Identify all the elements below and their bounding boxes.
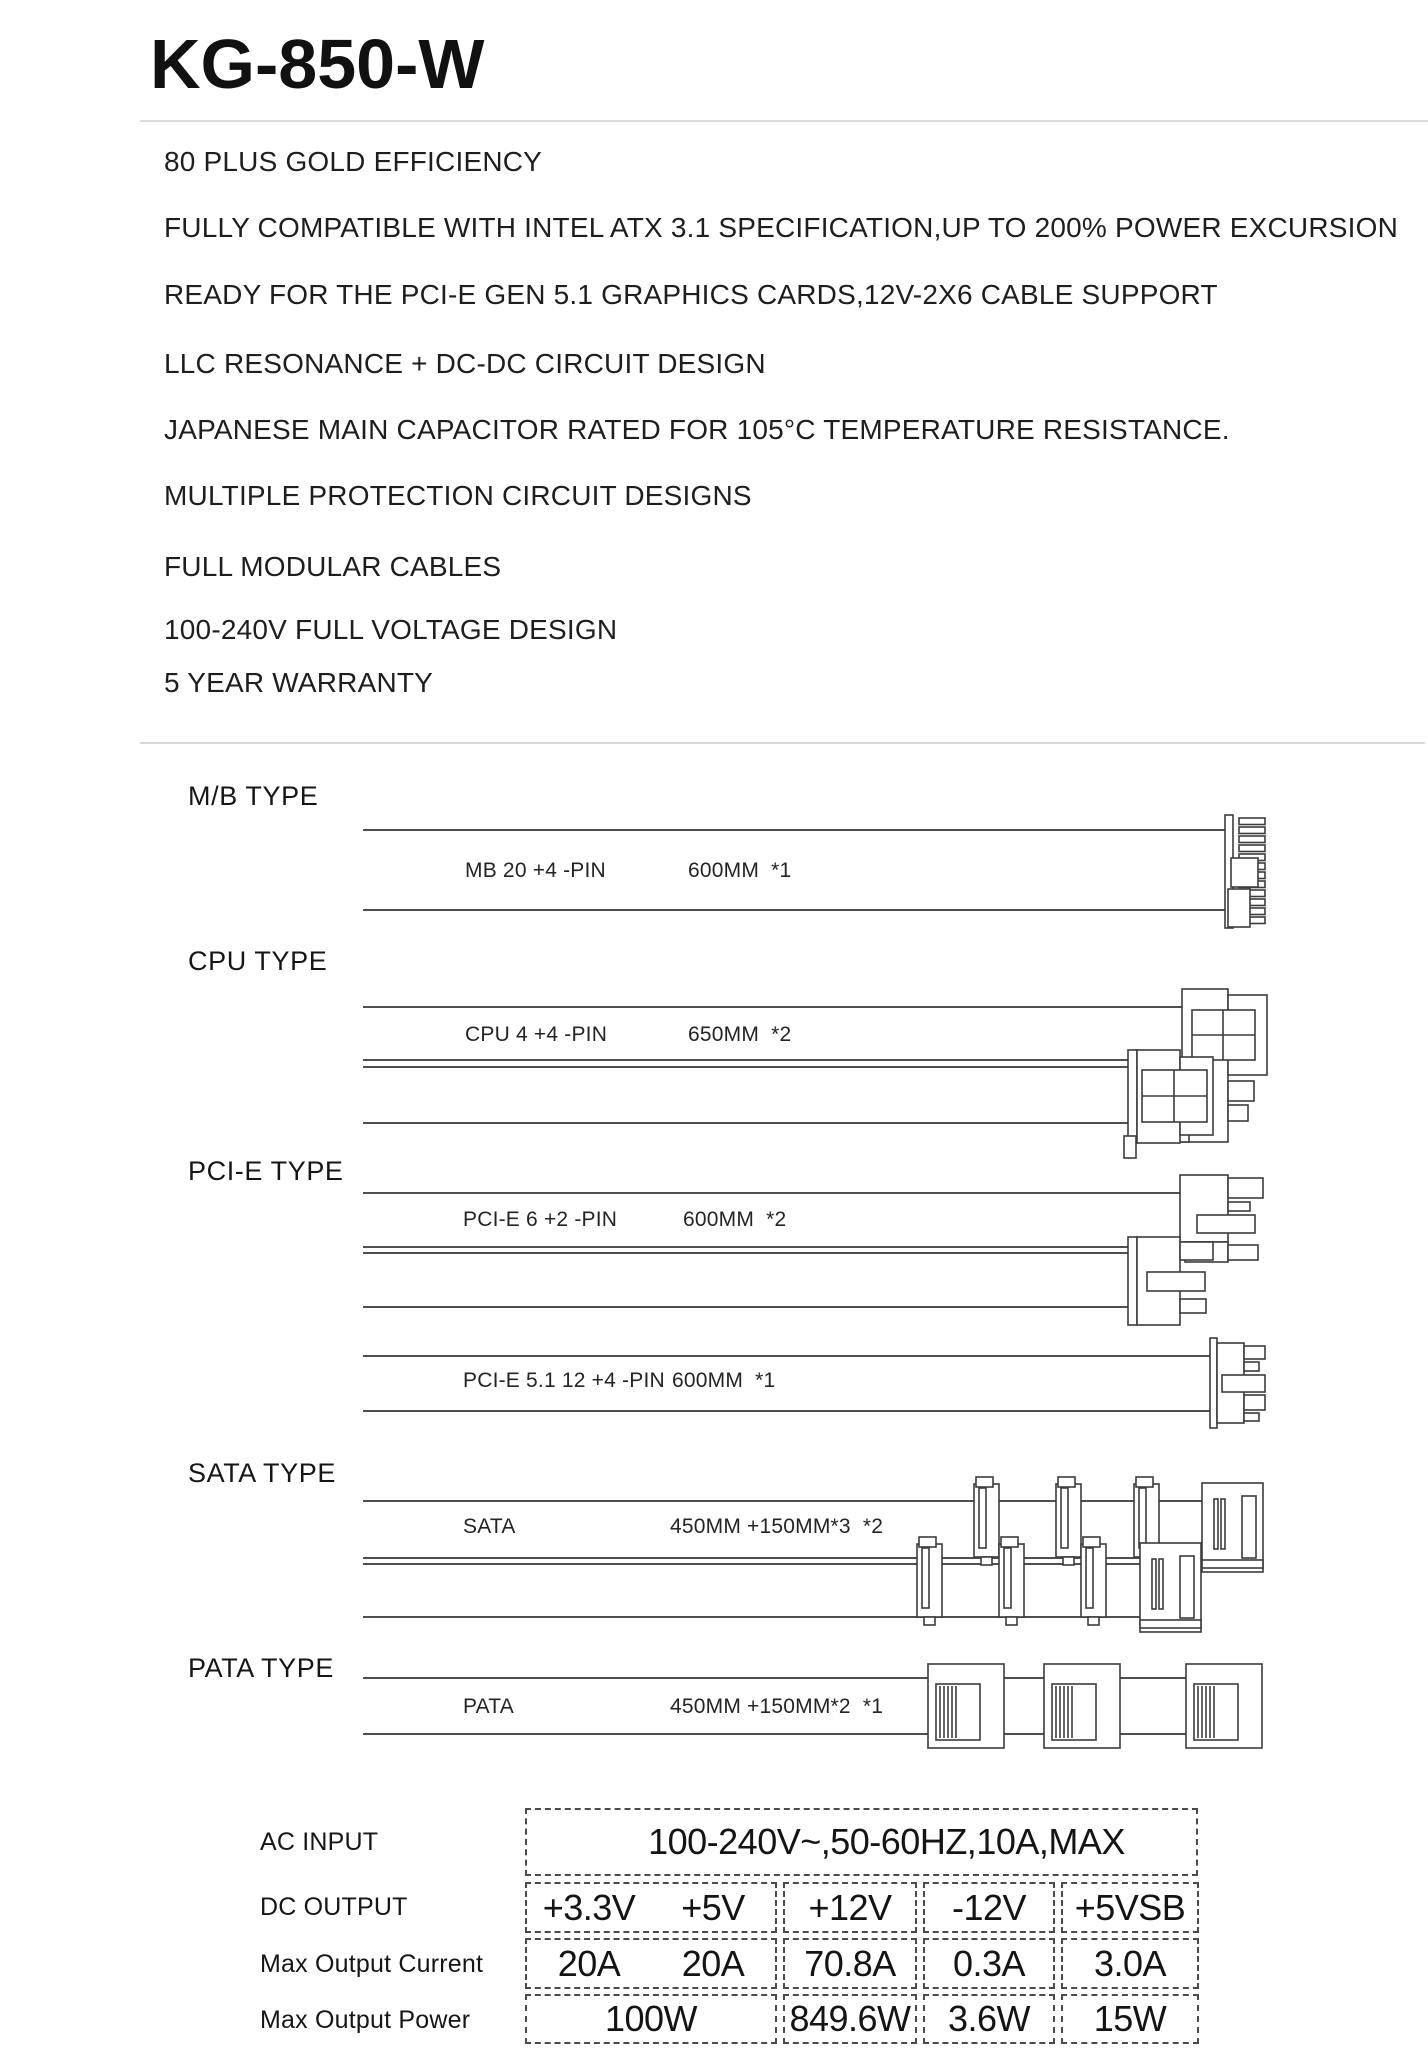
cable-name: CPU 4 +4 -PIN bbox=[465, 1023, 608, 1046]
section-label-cpu: CPU TYPE bbox=[188, 946, 328, 976]
max-current-5vsb: 3.0A bbox=[1061, 1938, 1199, 1989]
max-current-cell bbox=[525, 1938, 777, 1989]
atx-24pin-connector-icon bbox=[1225, 815, 1265, 928]
max-current-neg12v: 0.3A bbox=[923, 1938, 1055, 1989]
dc-output-3v3: +3.3V bbox=[542, 1886, 636, 1928]
feature-item: FULL MODULAR CABLES bbox=[164, 551, 502, 582]
feature-item: 100-240V FULL VOLTAGE DESIGN bbox=[164, 614, 618, 645]
dc-output-5v: +5V bbox=[681, 1886, 745, 1928]
cable-length: 450MM +150MM*2 *1 bbox=[670, 1695, 884, 1718]
dc-output-5vsb: +5VSB bbox=[1061, 1882, 1199, 1933]
page-title: KG-850-W bbox=[150, 25, 485, 103]
section-label-pata: PATA TYPE bbox=[188, 1653, 334, 1683]
cable-name: SATA bbox=[463, 1515, 516, 1538]
max-current-12v: 70.8A bbox=[783, 1938, 917, 1989]
feature-item: 80 PLUS GOLD EFFICIENCY bbox=[164, 146, 543, 177]
max-power-12v: 849.6W bbox=[783, 1994, 917, 2044]
dc-output-12v: +12V bbox=[783, 1882, 917, 1933]
molex-connectors-icon bbox=[928, 1664, 1262, 1748]
dc-output-neg12v: -12V bbox=[923, 1882, 1055, 1933]
cable-length: 450MM +150MM*3 *2 bbox=[670, 1515, 884, 1538]
row-label-ac-input: AC INPUT bbox=[260, 1828, 379, 1856]
cable-name: PCI-E 6 +2 -PIN bbox=[463, 1208, 618, 1231]
section-label-mb: M/B TYPE bbox=[188, 781, 319, 811]
max-power-combined: 100W bbox=[525, 1994, 777, 2044]
cable-length: 600MM *2 bbox=[683, 1208, 787, 1231]
section-label-sata: SATA TYPE bbox=[188, 1458, 336, 1488]
max-current-5v: 20A bbox=[681, 1942, 745, 1984]
dc-output-cell bbox=[525, 1882, 777, 1933]
cable-name: PCI-E 5.1 12 +4 -PIN bbox=[463, 1369, 665, 1392]
cable-length: 600MM *1 bbox=[688, 859, 792, 882]
max-current-3v3: 20A bbox=[557, 1942, 621, 1984]
cable-name: MB 20 +4 -PIN bbox=[465, 859, 606, 882]
max-power-5vsb: 15W bbox=[1061, 1994, 1199, 2044]
feature-item: 5 YEAR WARRANTY bbox=[164, 667, 434, 698]
cable-length: 650MM *2 bbox=[688, 1023, 792, 1046]
feature-item: READY FOR THE PCI-E GEN 5.1 GRAPHICS CARDS,12V-2X6 CABLE SUPPORT bbox=[164, 279, 1218, 310]
feature-item: FULLY COMPATIBLE WITH INTEL ATX 3.1 SPECIFICATION,UP TO 200% POWER EXCURSION bbox=[164, 212, 1398, 243]
max-power-neg12v: 3.6W bbox=[923, 1994, 1055, 2044]
row-label-dc-output: DC OUTPUT bbox=[260, 1893, 408, 1921]
feature-item: LLC RESONANCE + DC-DC CIRCUIT DESIGN bbox=[164, 348, 766, 379]
feature-item: JAPANESE MAIN CAPACITOR RATED FOR 105°C TEMPERATURE RESISTANCE. bbox=[164, 414, 1230, 445]
row-label-max-current: Max Output Current bbox=[260, 1950, 484, 1978]
ac-input-value: 100-240V~,50-60HZ,10A,MAX bbox=[525, 1808, 1198, 1876]
section-label-pcie: PCI-E TYPE bbox=[188, 1156, 344, 1186]
cable-length: 600MM *1 bbox=[672, 1369, 776, 1392]
cable-name: PATA bbox=[463, 1695, 514, 1718]
pcie-6plus2-connector-icon bbox=[1128, 1237, 1213, 1325]
12v-2x6-connector-icon bbox=[1210, 1338, 1265, 1428]
row-label-max-power: Max Output Power bbox=[260, 2006, 471, 2034]
feature-item: MULTIPLE PROTECTION CIRCUIT DESIGNS bbox=[164, 480, 752, 511]
